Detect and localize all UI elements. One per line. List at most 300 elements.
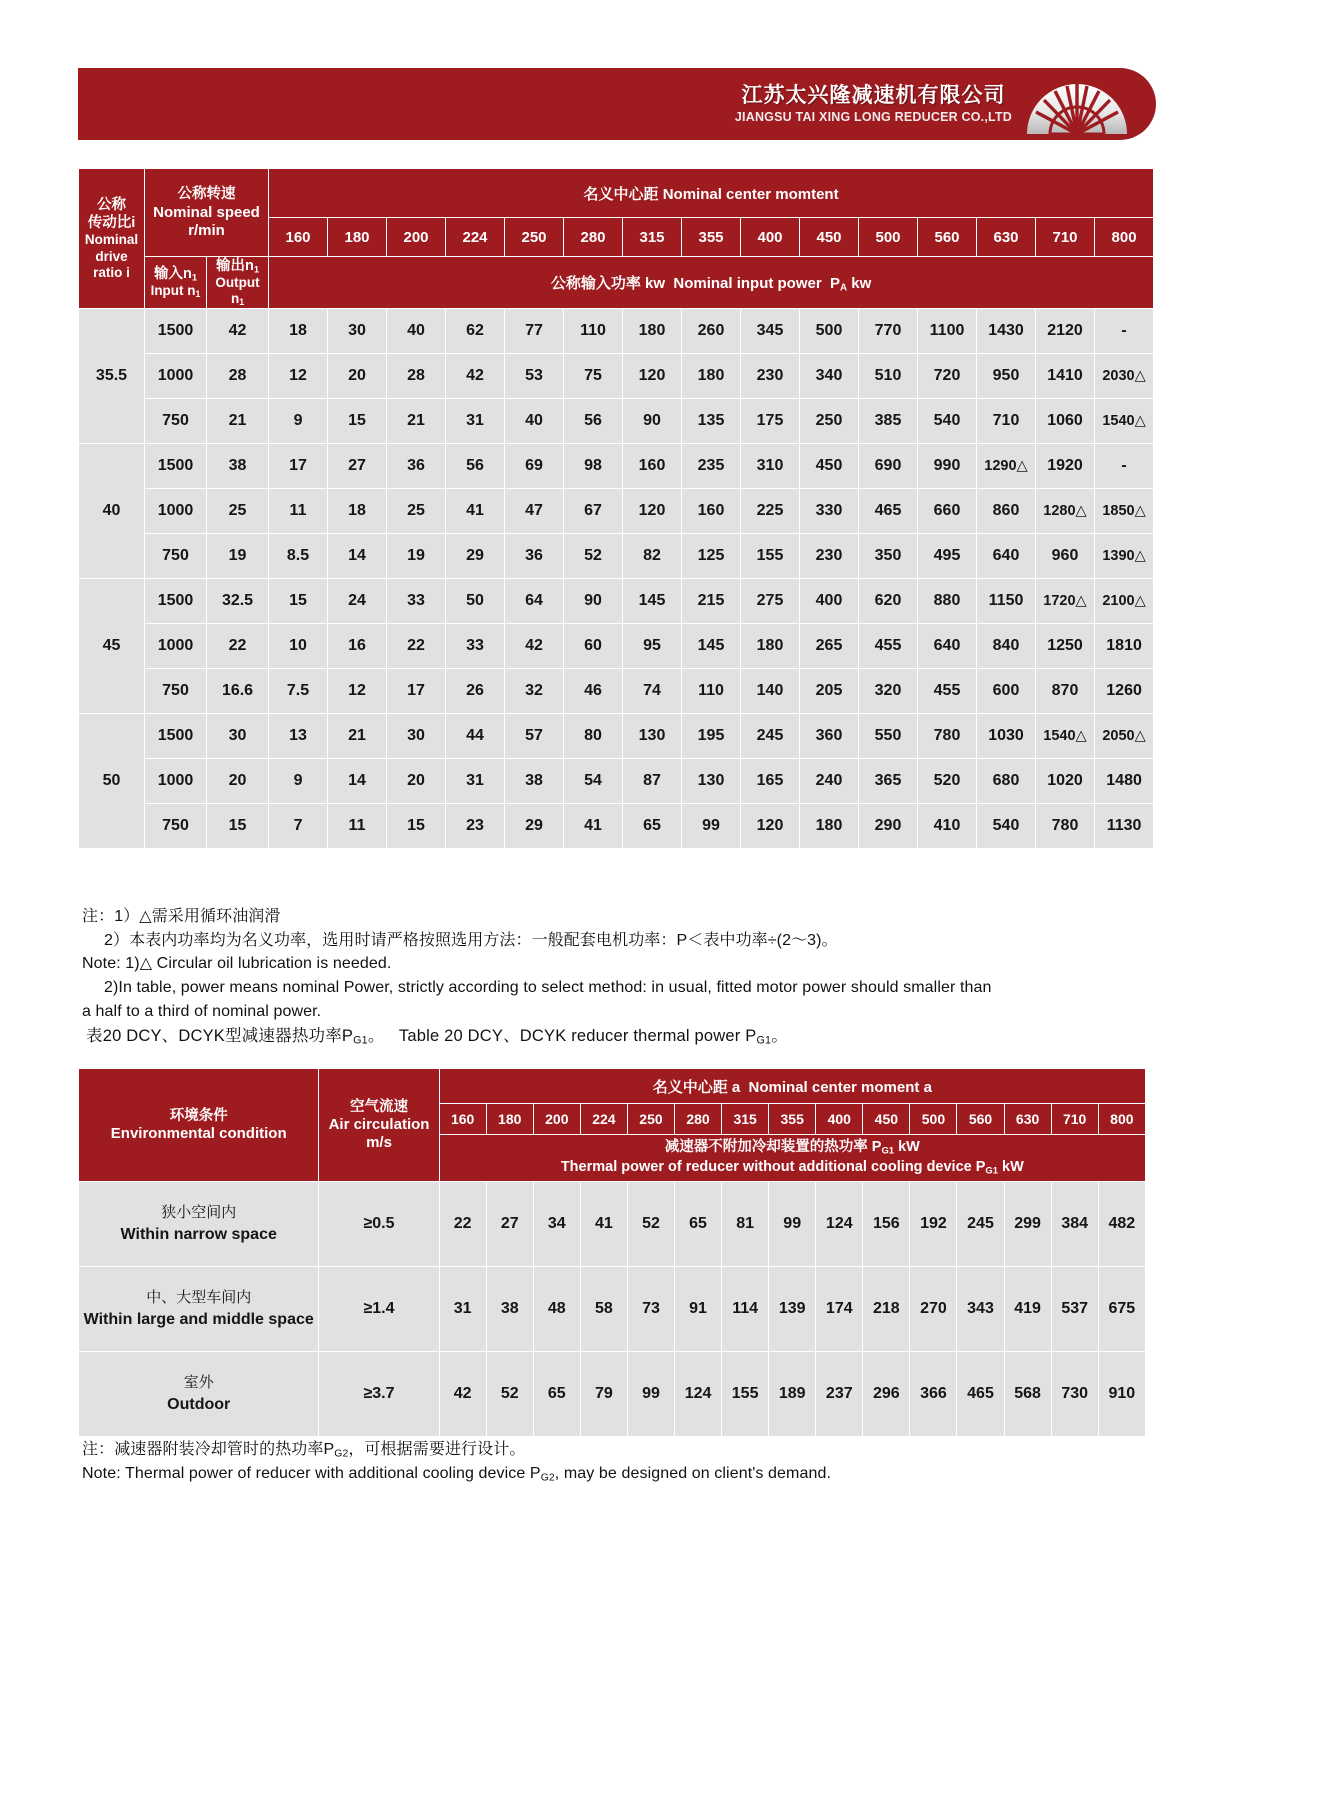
table2-caption-en-sub: G1 [756, 1034, 772, 1047]
header-center-distance-280: 280 [564, 218, 623, 257]
cell-power-710: 1060 [1036, 399, 1095, 444]
header-center-distance-400: 400 [816, 1104, 863, 1135]
cell-thermal-power-160: 42 [439, 1352, 486, 1437]
cell-power-400: 245 [741, 714, 800, 759]
header-center-distance-315: 315 [623, 218, 682, 257]
cell-input-speed: 1000 [145, 759, 207, 804]
note2-line1 [82, 1438, 1292, 1462]
notes-table1 [82, 905, 1292, 1023]
table-row [79, 354, 1154, 399]
header-environmental-condition: 环境条件 Environmental condition [79, 1069, 319, 1182]
cell-thermal-power-630: 419 [1004, 1267, 1051, 1352]
cell-power-355: 99 [682, 804, 741, 849]
cell-thermal-power-280: 65 [675, 1182, 722, 1267]
table2-caption-en: Table 20 DCY、DCYK reducer thermal power P [398, 1027, 757, 1045]
cell-thermal-power-450: 218 [863, 1267, 910, 1352]
cell-power-315: 130 [623, 714, 682, 759]
cell-power-450: 330 [800, 489, 859, 534]
cell-power-160: 10 [269, 624, 328, 669]
cell-power-450: 265 [800, 624, 859, 669]
cell-power-180: 18 [328, 489, 387, 534]
cell-power-450: 340 [800, 354, 859, 399]
table-row [79, 669, 1154, 714]
cell-input-speed: 1500 [145, 579, 207, 624]
cell-output-speed: 30 [207, 714, 269, 759]
note1-line3: Note: 1)△ Circular oil lubrication is needed. [82, 955, 392, 973]
cell-power-560: 410 [918, 804, 977, 849]
cell-power-280: 67 [564, 489, 623, 534]
header-nominal-speed: 公称转速 Nominal speed r/min [145, 169, 269, 257]
cell-power-560: 720 [918, 354, 977, 399]
table-row [79, 534, 1154, 579]
cell-input-speed: 750 [145, 534, 207, 579]
cell-power-200: 33 [387, 579, 446, 624]
company-name-block [735, 83, 1012, 126]
cell-power-180: 27 [328, 444, 387, 489]
header-center-distance-560: 560 [918, 218, 977, 257]
header-nominal-center-moment: 名义中心距 Nominal center momtent [269, 169, 1154, 218]
cell-power-630: 860 [977, 489, 1036, 534]
header-center-distance-800: 800 [1095, 218, 1154, 257]
cell-output-speed: 19 [207, 534, 269, 579]
cell-input-speed: 750 [145, 399, 207, 444]
header-center-distance-160: 160 [269, 218, 328, 257]
cell-power-315: 180 [623, 309, 682, 354]
cell-power-630: 1030 [977, 714, 1036, 759]
cell-thermal-power-800: 910 [1098, 1352, 1145, 1437]
cell-power-710: 1280△ [1036, 489, 1095, 534]
cell-power-450: 360 [800, 714, 859, 759]
cell-power-160: 7.5 [269, 669, 328, 714]
cell-power-280: 41 [564, 804, 623, 849]
cell-air-circulation: ≥0.5 [319, 1182, 439, 1267]
cell-power-250: 64 [505, 579, 564, 624]
note2-line2-sub: G2 [540, 1472, 555, 1484]
table-row [79, 1182, 1146, 1267]
note2-line1-b: ，可根据需要进行设计。 [348, 1441, 526, 1458]
cell-power-200: 17 [387, 669, 446, 714]
header-output-speed: 输出$n_1$ Output $n_1$ [207, 257, 269, 309]
cell-power-710: 1920 [1036, 444, 1095, 489]
cell-power-400: 140 [741, 669, 800, 714]
cell-power-560: 990 [918, 444, 977, 489]
table-row [79, 579, 1154, 624]
header-thermal-power-description: 减速器不附加冷却装置的热功率 $P_{G1}$ kW Thermal power of reducer without additional cooling device $P_{G1}$ kW [439, 1135, 1145, 1182]
cell-drive-ratio-45: 45 [79, 579, 145, 714]
cell-thermal-power-280: 124 [675, 1352, 722, 1437]
cell-power-180: 16 [328, 624, 387, 669]
table-nominal-input-power [78, 168, 1154, 849]
header-center-distance-450: 450 [863, 1104, 910, 1135]
cell-thermal-power-160: 22 [439, 1182, 486, 1267]
header-center-distance-355: 355 [769, 1104, 816, 1135]
cell-power-224: 62 [446, 309, 505, 354]
cell-power-315: 95 [623, 624, 682, 669]
header-nominal-input-power: 公称输入功率 kw Nominal input power $P_A$ kw [269, 257, 1154, 309]
header-center-distance-400: 400 [741, 218, 800, 257]
cell-power-224: 26 [446, 669, 505, 714]
cell-power-450: 230 [800, 534, 859, 579]
cell-power-560: 540 [918, 399, 977, 444]
header-center-distance-160: 160 [439, 1104, 486, 1135]
cell-power-800: - [1095, 309, 1154, 354]
cell-thermal-power-500: 366 [910, 1352, 957, 1437]
table-thermal-power [78, 1068, 1146, 1437]
cell-power-280: 80 [564, 714, 623, 759]
cell-power-400: 165 [741, 759, 800, 804]
cell-thermal-power-180: 52 [486, 1352, 533, 1437]
cell-power-180: 14 [328, 534, 387, 579]
cell-power-450: 400 [800, 579, 859, 624]
cell-thermal-power-800: 675 [1098, 1267, 1145, 1352]
cell-power-355: 110 [682, 669, 741, 714]
cell-power-800: 1130 [1095, 804, 1154, 849]
cell-power-355: 130 [682, 759, 741, 804]
cell-thermal-power-560: 343 [957, 1267, 1004, 1352]
table2-caption-cn: 表20 DCY、DCYK型减速器热功率P [86, 1027, 354, 1045]
cell-power-400: 310 [741, 444, 800, 489]
cell-power-224: 31 [446, 759, 505, 804]
header-center-distance-500: 500 [910, 1104, 957, 1135]
cell-power-160: 9 [269, 759, 328, 804]
fan-gear-logo-icon [1022, 72, 1132, 136]
table-row [79, 759, 1154, 804]
cell-thermal-power-180: 27 [486, 1182, 533, 1267]
cell-power-315: 65 [623, 804, 682, 849]
cell-power-280: 60 [564, 624, 623, 669]
cell-power-560: 520 [918, 759, 977, 804]
cell-power-200: 40 [387, 309, 446, 354]
table2-caption [86, 1022, 788, 1047]
cell-power-450: 205 [800, 669, 859, 714]
cell-power-224: 23 [446, 804, 505, 849]
cell-thermal-power-200: 48 [533, 1267, 580, 1352]
cell-power-710: 960 [1036, 534, 1095, 579]
cell-power-710: 1250 [1036, 624, 1095, 669]
cell-power-800: 2050△ [1095, 714, 1154, 759]
cell-power-800: 1540△ [1095, 399, 1154, 444]
cell-thermal-power-224: 41 [580, 1182, 627, 1267]
cell-power-160: 8.5 [269, 534, 328, 579]
cell-power-400: 230 [741, 354, 800, 399]
cell-power-500: 620 [859, 579, 918, 624]
cell-power-710: 1020 [1036, 759, 1095, 804]
cell-power-710: 1720△ [1036, 579, 1095, 624]
cell-thermal-power-180: 38 [486, 1267, 533, 1352]
cell-power-224: 56 [446, 444, 505, 489]
cell-power-250: 38 [505, 759, 564, 804]
header-center-distance-630: 630 [977, 218, 1036, 257]
table-row [79, 309, 1154, 354]
note1-line5: a half to a third of nominal power. [82, 1002, 322, 1020]
cell-output-speed: 28 [207, 354, 269, 399]
cell-output-speed: 32.5 [207, 579, 269, 624]
note2-line2-a: Note: Thermal power of reducer with additional cooling device P [82, 1464, 541, 1482]
cell-thermal-power-250: 99 [627, 1352, 674, 1437]
cell-power-630: 840 [977, 624, 1036, 669]
cell-thermal-power-250: 52 [627, 1182, 674, 1267]
cell-power-710: 1410 [1036, 354, 1095, 399]
cell-power-400: 275 [741, 579, 800, 624]
cell-power-710: 1540△ [1036, 714, 1095, 759]
cell-power-630: 950 [977, 354, 1036, 399]
cell-power-180: 21 [328, 714, 387, 759]
cell-power-500: 690 [859, 444, 918, 489]
cell-power-560: 880 [918, 579, 977, 624]
note1-line1: 注：1）△需采用循环油润滑 [82, 908, 281, 925]
header-center-distance-224: 224 [446, 218, 505, 257]
cell-power-450: 450 [800, 444, 859, 489]
company-name-cn: 江苏太兴隆减速机有限公司 [741, 83, 1006, 107]
cell-power-500: 465 [859, 489, 918, 534]
note2-line2 [82, 1462, 1292, 1486]
cell-power-200: 15 [387, 804, 446, 849]
cell-power-355: 125 [682, 534, 741, 579]
cell-power-160: 12 [269, 354, 328, 399]
cell-power-500: 770 [859, 309, 918, 354]
header-center-distance-710: 710 [1036, 218, 1095, 257]
cell-power-180: 15 [328, 399, 387, 444]
table-row [79, 489, 1154, 534]
cell-power-160: 9 [269, 399, 328, 444]
cell-power-180: 20 [328, 354, 387, 399]
cell-power-180: 30 [328, 309, 387, 354]
header-center-distance-200: 200 [533, 1104, 580, 1135]
cell-power-630: 1290△ [977, 444, 1036, 489]
cell-thermal-power-560: 465 [957, 1352, 1004, 1437]
note2-line1-a: 注：减速器附装冷却管时的热功率P [82, 1441, 335, 1458]
cell-power-180: 14 [328, 759, 387, 804]
cell-power-500: 385 [859, 399, 918, 444]
cell-power-200: 30 [387, 714, 446, 759]
cell-power-250: 40 [505, 399, 564, 444]
cell-power-710: 780 [1036, 804, 1095, 849]
header-center-distance-315: 315 [722, 1104, 769, 1135]
cell-drive-ratio-35.5: 35.5 [79, 309, 145, 444]
cell-power-400: 345 [741, 309, 800, 354]
cell-power-160: 7 [269, 804, 328, 849]
header-nominal-drive-ratio: 公称 传动比i Nominal drive ratio i [79, 169, 145, 309]
cell-thermal-power-400: 124 [816, 1182, 863, 1267]
cell-power-200: 36 [387, 444, 446, 489]
cell-power-450: 240 [800, 759, 859, 804]
cell-air-circulation: ≥3.7 [319, 1352, 439, 1437]
cell-power-450: 500 [800, 309, 859, 354]
cell-power-224: 50 [446, 579, 505, 624]
cell-power-560: 660 [918, 489, 977, 534]
header-center-distance-450: 450 [800, 218, 859, 257]
note2-line2-b: , may be designed on client's demand. [554, 1464, 832, 1482]
header-center-distance-224: 224 [580, 1104, 627, 1135]
cell-power-315: 120 [623, 354, 682, 399]
cell-power-500: 510 [859, 354, 918, 399]
cell-power-280: 46 [564, 669, 623, 714]
cell-power-160: 18 [269, 309, 328, 354]
cell-input-speed: 1000 [145, 354, 207, 399]
cell-thermal-power-630: 299 [1004, 1182, 1051, 1267]
cell-power-500: 320 [859, 669, 918, 714]
cell-power-224: 29 [446, 534, 505, 579]
note1-line4: 2)In table, power means nominal Power, strictly according to select method: in usual, fitted motor power should smaller than [104, 979, 992, 997]
cell-power-280: 98 [564, 444, 623, 489]
cell-power-500: 550 [859, 714, 918, 759]
cell-power-800: 1390△ [1095, 534, 1154, 579]
cell-power-500: 290 [859, 804, 918, 849]
cell-power-800: 1260 [1095, 669, 1154, 714]
cell-power-500: 350 [859, 534, 918, 579]
cell-power-630: 710 [977, 399, 1036, 444]
table-row [79, 804, 1154, 849]
cell-input-speed: 1500 [145, 309, 207, 354]
cell-thermal-power-200: 65 [533, 1352, 580, 1437]
table1-header-row-3 [79, 257, 1154, 309]
cell-power-315: 90 [623, 399, 682, 444]
cell-power-250: 53 [505, 354, 564, 399]
cell-input-speed: 750 [145, 669, 207, 714]
cell-power-560: 1100 [918, 309, 977, 354]
cell-power-630: 600 [977, 669, 1036, 714]
cell-power-250: 47 [505, 489, 564, 534]
cell-thermal-power-224: 58 [580, 1267, 627, 1352]
cell-power-800: 2030△ [1095, 354, 1154, 399]
cell-power-315: 82 [623, 534, 682, 579]
cell-power-315: 160 [623, 444, 682, 489]
header-center-distance-500: 500 [859, 218, 918, 257]
table2-caption-cn-sub: G1 [353, 1034, 368, 1047]
cell-thermal-power-200: 34 [533, 1182, 580, 1267]
cell-power-315: 87 [623, 759, 682, 804]
header-center-distance-250: 250 [627, 1104, 674, 1135]
cell-power-200: 22 [387, 624, 446, 669]
cell-power-355: 260 [682, 309, 741, 354]
cell-power-250: 42 [505, 624, 564, 669]
cell-power-355: 135 [682, 399, 741, 444]
cell-power-710: 2120 [1036, 309, 1095, 354]
cell-power-400: 225 [741, 489, 800, 534]
cell-power-315: 120 [623, 489, 682, 534]
table-row [79, 399, 1154, 444]
cell-output-speed: 42 [207, 309, 269, 354]
cell-thermal-power-800: 482 [1098, 1182, 1145, 1267]
table-row [79, 714, 1154, 759]
cell-drive-ratio-50: 50 [79, 714, 145, 849]
cell-power-200: 20 [387, 759, 446, 804]
cell-thermal-power-450: 156 [863, 1182, 910, 1267]
cell-power-500: 455 [859, 624, 918, 669]
cell-thermal-power-400: 237 [816, 1352, 863, 1437]
table2-caption-cn-tail: 。 [367, 1027, 385, 1045]
cell-power-355: 160 [682, 489, 741, 534]
cell-power-280: 75 [564, 354, 623, 399]
cell-power-200: 25 [387, 489, 446, 534]
cell-thermal-power-500: 192 [910, 1182, 957, 1267]
cell-power-400: 155 [741, 534, 800, 579]
header-center-distance-560: 560 [957, 1104, 1004, 1135]
cell-power-180: 12 [328, 669, 387, 714]
cell-power-315: 74 [623, 669, 682, 714]
notes-table2 [82, 1438, 1292, 1486]
cell-power-630: 1150 [977, 579, 1036, 624]
cell-input-speed: 1500 [145, 714, 207, 759]
cell-power-224: 33 [446, 624, 505, 669]
table-row [79, 1267, 1146, 1352]
cell-power-200: 28 [387, 354, 446, 399]
header-nominal-center-moment-a: 名义中心距 a Nominal center moment a [439, 1069, 1145, 1104]
cell-power-250: 32 [505, 669, 564, 714]
cell-power-355: 180 [682, 354, 741, 399]
cell-thermal-power-280: 91 [675, 1267, 722, 1352]
note2-line1-sub: G2 [334, 1448, 349, 1460]
cell-power-560: 455 [918, 669, 977, 714]
table-row [79, 444, 1154, 489]
cell-thermal-power-355: 99 [769, 1182, 816, 1267]
cell-output-speed: 21 [207, 399, 269, 444]
cell-environmental-condition: 中、大型车间内 Within large and middle space [79, 1267, 319, 1352]
header-air-circulation: 空气流速 Air circulation m/s [319, 1069, 439, 1182]
cell-thermal-power-500: 270 [910, 1267, 957, 1352]
cell-power-500: 365 [859, 759, 918, 804]
cell-power-630: 1430 [977, 309, 1036, 354]
cell-input-speed: 1000 [145, 624, 207, 669]
cell-input-speed: 750 [145, 804, 207, 849]
header-center-distance-710: 710 [1051, 1104, 1098, 1135]
cell-output-speed: 38 [207, 444, 269, 489]
cell-power-280: 56 [564, 399, 623, 444]
cell-power-160: 17 [269, 444, 328, 489]
cell-power-280: 52 [564, 534, 623, 579]
cell-output-speed: 16.6 [207, 669, 269, 714]
cell-power-250: 57 [505, 714, 564, 759]
header-input-speed: 输入$n_1$ Input $n_1$ [145, 257, 207, 309]
cell-thermal-power-160: 31 [439, 1267, 486, 1352]
cell-environmental-condition: 室外 Outdoor [79, 1352, 319, 1437]
cell-input-speed: 1500 [145, 444, 207, 489]
cell-power-400: 180 [741, 624, 800, 669]
header-center-distance-180: 180 [486, 1104, 533, 1135]
cell-power-224: 41 [446, 489, 505, 534]
cell-air-circulation: ≥1.4 [319, 1267, 439, 1352]
cell-power-160: 11 [269, 489, 328, 534]
cell-drive-ratio-40: 40 [79, 444, 145, 579]
cell-thermal-power-315: 155 [722, 1352, 769, 1437]
cell-power-800: 1480 [1095, 759, 1154, 804]
cell-thermal-power-630: 568 [1004, 1352, 1051, 1437]
cell-thermal-power-710: 384 [1051, 1182, 1098, 1267]
cell-power-250: 77 [505, 309, 564, 354]
cell-power-224: 44 [446, 714, 505, 759]
table-row [79, 624, 1154, 669]
header-center-distance-200: 200 [387, 218, 446, 257]
cell-power-224: 31 [446, 399, 505, 444]
cell-power-560: 495 [918, 534, 977, 579]
cell-power-630: 540 [977, 804, 1036, 849]
cell-thermal-power-355: 139 [769, 1267, 816, 1352]
company-header-banner [78, 68, 1156, 140]
company-name-en: JIANGSU TAI XING LONG REDUCER CO.,LTD [734, 110, 1012, 124]
cell-power-280: 110 [564, 309, 623, 354]
cell-power-450: 250 [800, 399, 859, 444]
header-center-distance-630: 630 [1004, 1104, 1051, 1135]
cell-power-355: 195 [682, 714, 741, 759]
cell-power-800: 1850△ [1095, 489, 1154, 534]
header-center-distance-800: 800 [1098, 1104, 1145, 1135]
table1-header-row-1 [79, 169, 1154, 218]
cell-power-250: 29 [505, 804, 564, 849]
header-center-distance-280: 280 [675, 1104, 722, 1135]
cell-power-180: 11 [328, 804, 387, 849]
cell-thermal-power-400: 174 [816, 1267, 863, 1352]
cell-thermal-power-250: 73 [627, 1267, 674, 1352]
